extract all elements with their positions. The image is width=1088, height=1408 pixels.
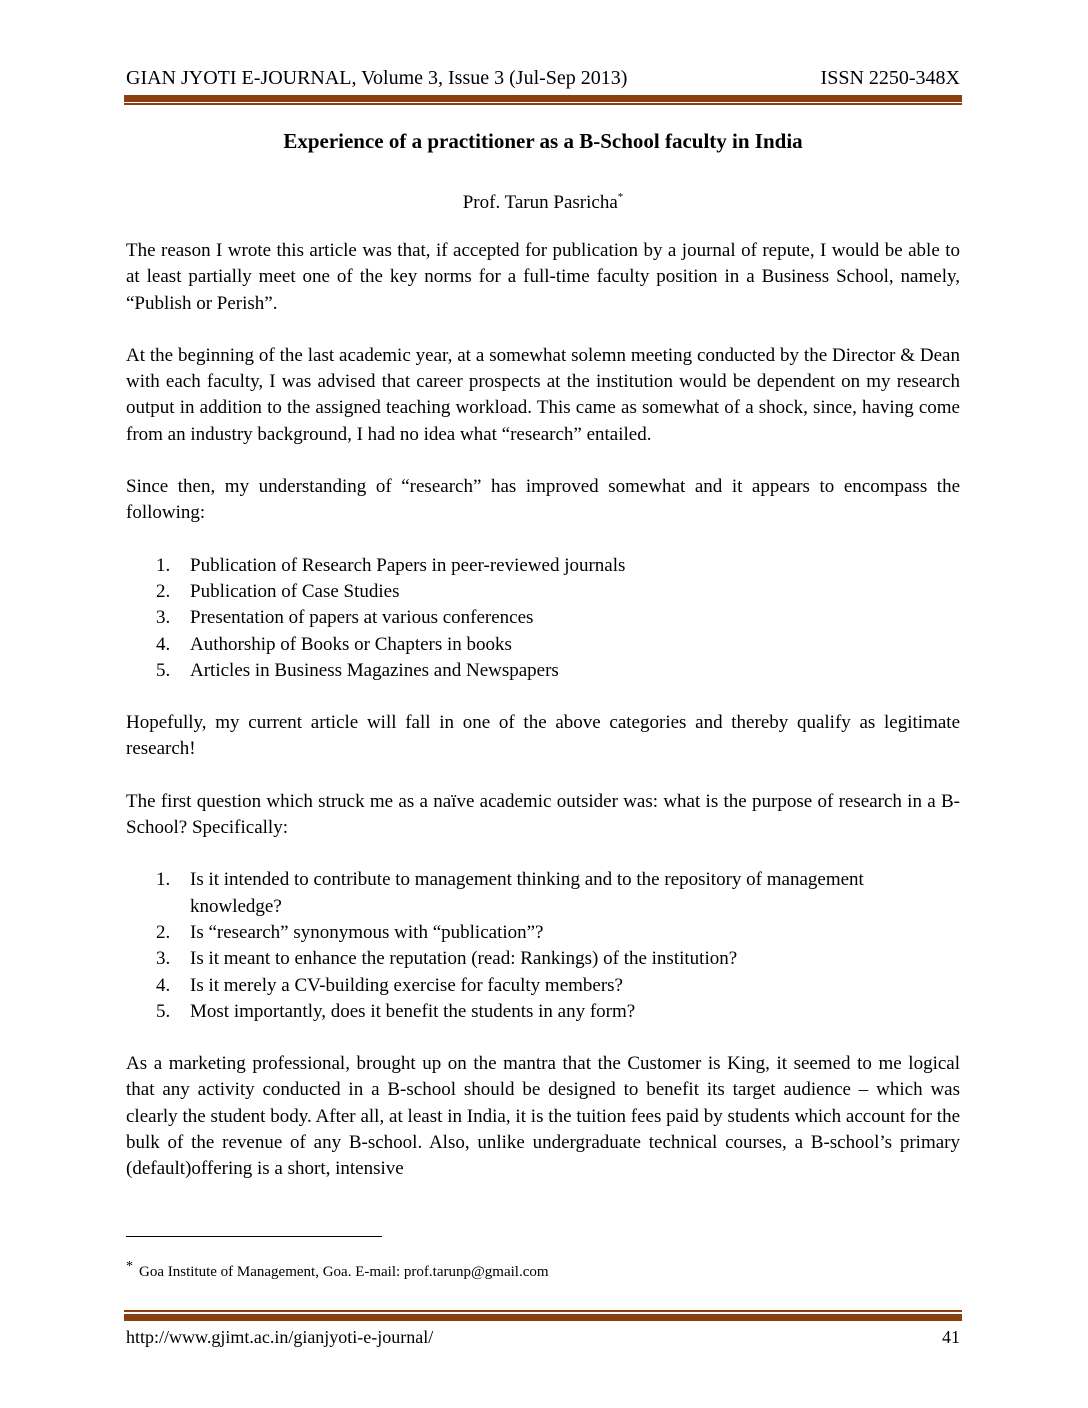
page-number: 41 [942,1327,960,1347]
article-body [126,238,960,1183]
article-title: Experience of a practitioner as a B-School faculty in India [283,129,803,153]
paragraph: The reason I wrote this article was that, if accepted for publication by a journal of repute, I would be able to at least partially meet one of the key norms for a full-time faculty position in a Business School, namely, “Publish or Perish”. [126,240,960,314]
list-item: 4. Is it merely a CV-building exercise for faculty members? [156,974,623,996]
header-rule-thick [124,95,962,102]
list-item: 3. Presentation of papers at various conferences [156,607,534,629]
journal-url[interactable]: http://www.gjimt.ac.in/gianjyoti-e-journal/ [126,1327,434,1347]
footnote [126,1256,549,1283]
list-item: 4. Authorship of Books or Chapters in books [156,633,512,655]
author-name: Prof. Tarun Pasricha [462,192,618,213]
running-footer [126,1323,960,1351]
paragraph: The first question which struck me as a naïve academic outsider was: what is the purpose of research in a B-School? Specifically: [126,790,960,839]
paragraph: As a marketing professional, brought up on the mantra that the Customer is King, it seemed to me logical that any activity conducted in a B-school should be designed to benefit its target audience – which was clearly the student body. After all, at least in India, it is the tuition fees paid by students which account for the bulk of the revenue of any B-school. Also, unlike undergraduate technical courses, a B-school’s primary (default)offering is a short, intensive [126,1053,960,1180]
author-line [126,183,960,217]
list-item: 1. Is it intended to contribute to management thinking and to the repository of management knowledge? [156,869,864,917]
research-types-list [126,553,960,684]
footnote-separator [126,1236,382,1237]
footer-rule-thick [124,1314,962,1321]
list-item: 2. Is “research” synonymous with “publication”? [156,921,544,943]
paragraph: Hopefully, my current article will fall in one of the above categories and thereby qualify as legitimate research! [126,712,960,760]
journal-title: GIAN JYOTI E-JOURNAL, Volume 3, Issue 3 (Jul-Sep 2013) [126,67,628,89]
running-header [126,63,960,93]
footer-rule-thin [124,1310,962,1312]
list-item: 5. Articles in Business Magazines and Newspapers [156,659,559,681]
paragraph: At the beginning of the last academic year, at a somewhat solemn meeting conducted by the Director & Dean with each faculty, I was advised that career prospects at the institution would be dependent on my research output in addition to the assigned teaching workload. This came as somewhat of a shock, since, having come from an industry background, I had no idea what “research” entailed. [126,344,960,445]
header-rule-thin [124,103,962,105]
footnote-mark: * [126,1259,133,1274]
footnote-text: Goa Institute of Management, Goa. E-mail: prof.tarunp@gmail.com [139,1264,549,1280]
list-item: 2. Publication of Case Studies [156,580,400,602]
list-item: 3. Is it meant to enhance the reputation (read: Rankings) of the institution? [156,948,738,970]
issn: ISSN 2250-348X [820,67,960,89]
research-questions-list [126,867,960,1025]
list-item: 1. Publication of Research Papers in peer-reviewed journals [156,554,626,576]
author-footnote-mark: * [617,191,624,203]
paragraph: Since then, my understanding of “research” has improved somewhat and it appears to encompass the following: [126,476,960,524]
list-item: 5. Most importantly, does it benefit the students in any form? [156,1000,636,1022]
